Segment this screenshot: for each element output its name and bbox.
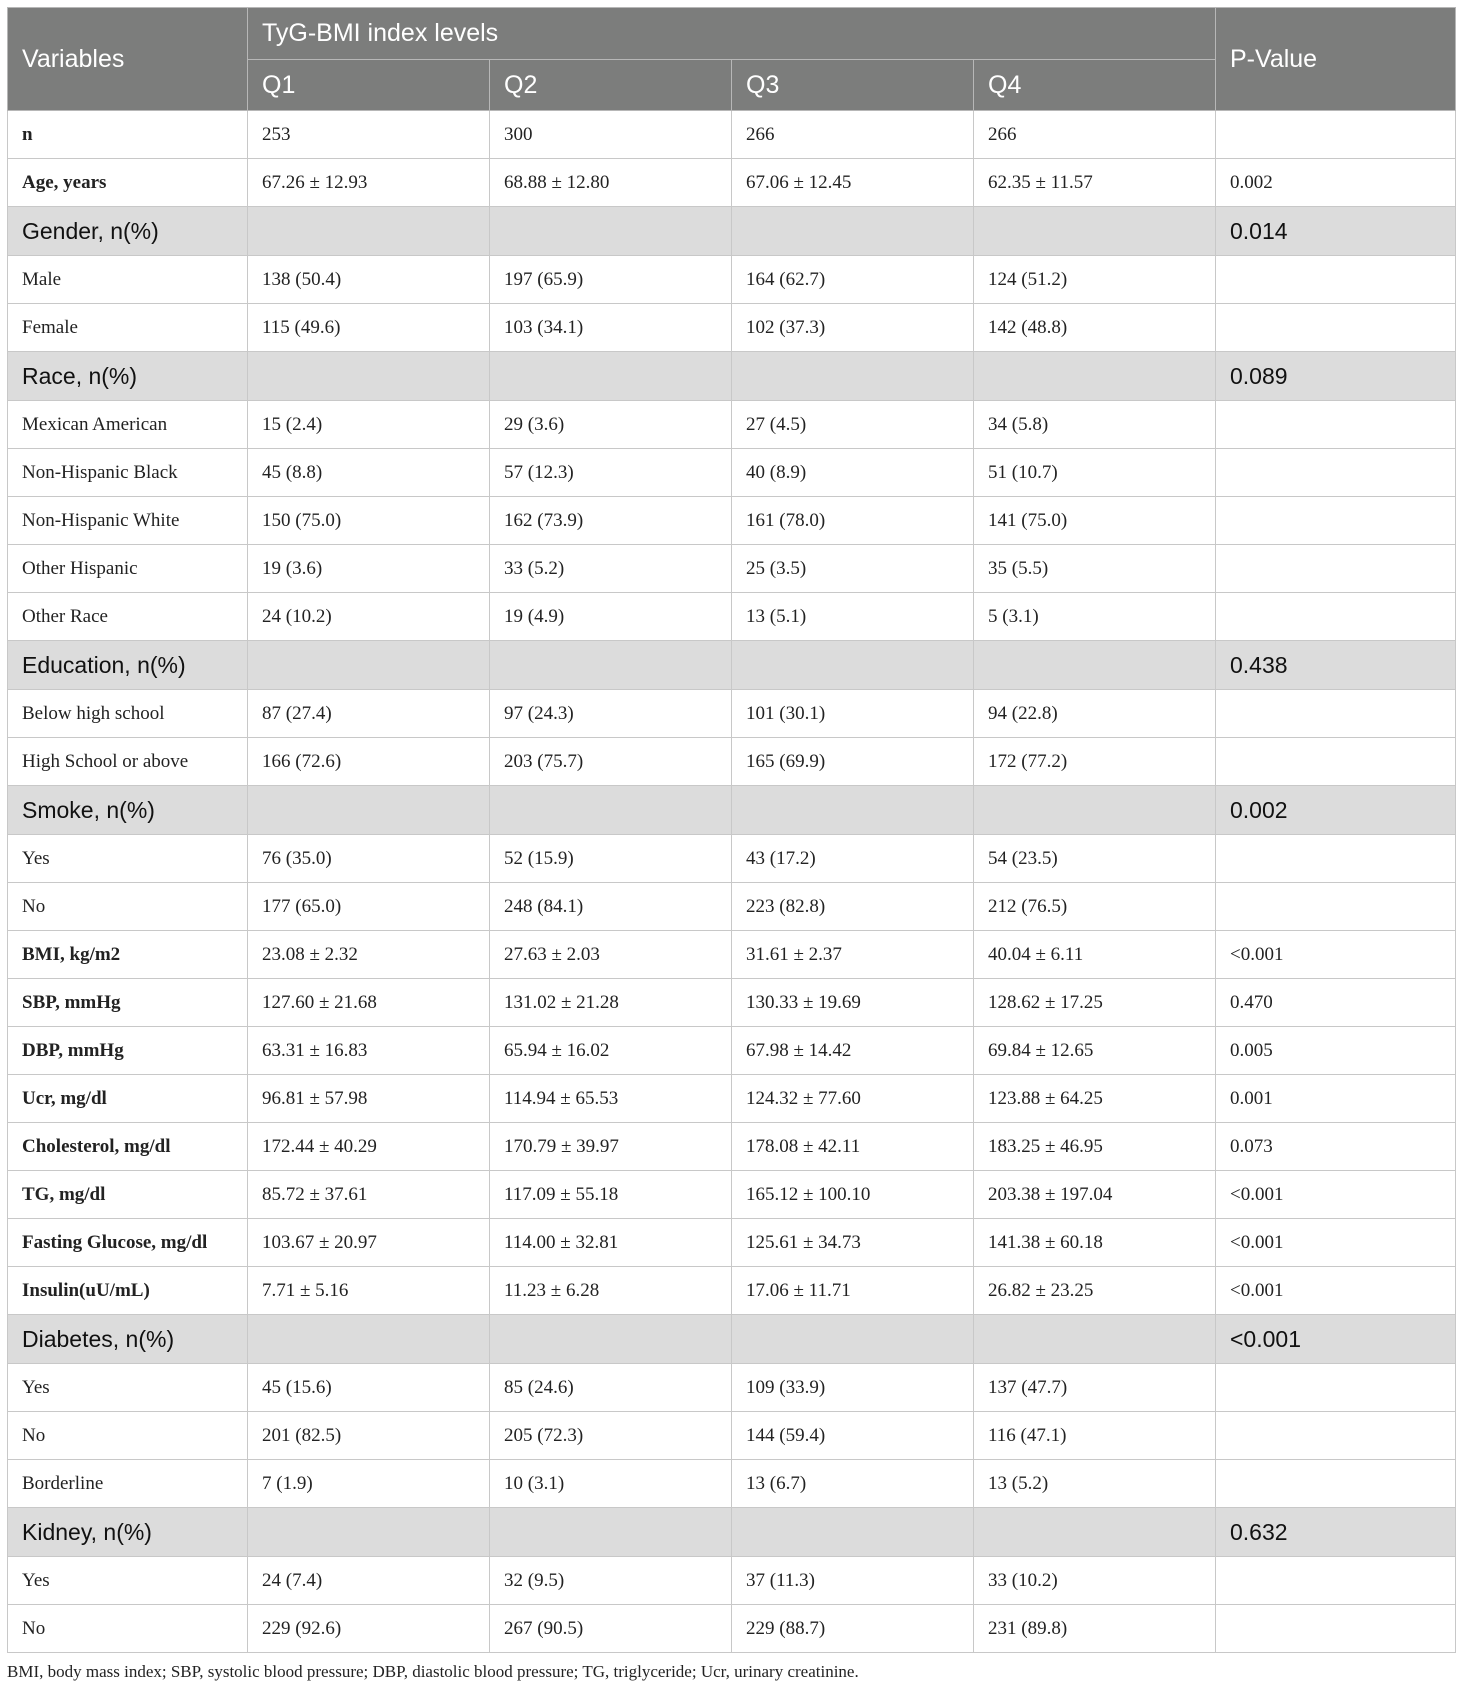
cell-q4: 51 (10.7) [974, 449, 1216, 497]
document [7, 7, 1455, 1682]
table-row [8, 1075, 1456, 1123]
table-row [8, 979, 1456, 1027]
cell-p-value: 0.089 [1216, 352, 1456, 401]
row-label: Fasting Glucose, mg/dl [8, 1219, 248, 1267]
table-row [8, 593, 1456, 641]
cell-q4: 172 (77.2) [974, 738, 1216, 786]
row-label: Smoke, n(%) [8, 786, 248, 835]
table-row [8, 883, 1456, 931]
cell-p-value [1216, 738, 1456, 786]
cell-q3: 223 (82.8) [732, 883, 974, 931]
row-label: Borderline [8, 1460, 248, 1508]
table-row [8, 159, 1456, 207]
cell-q2 [490, 1508, 732, 1557]
cell-q2 [490, 352, 732, 401]
cell-q4 [974, 352, 1216, 401]
cell-p-value: <0.001 [1216, 1267, 1456, 1315]
cell-q2: 205 (72.3) [490, 1412, 732, 1460]
cell-q3 [732, 352, 974, 401]
cell-q3: 17.06 ± 11.71 [732, 1267, 974, 1315]
cell-q2: 197 (65.9) [490, 256, 732, 304]
cell-p-value: 0.005 [1216, 1027, 1456, 1075]
row-label: Education, n(%) [8, 641, 248, 690]
table-row [8, 1219, 1456, 1267]
cell-q4: 13 (5.2) [974, 1460, 1216, 1508]
cell-q2: 27.63 ± 2.03 [490, 931, 732, 979]
cell-q2: 162 (73.9) [490, 497, 732, 545]
table-row [8, 545, 1456, 593]
cell-q1: 138 (50.4) [248, 256, 490, 304]
row-label: Age, years [8, 159, 248, 207]
row-label: No [8, 883, 248, 931]
table-footnote: BMI, body mass index; SBP, systolic blood pressure; DBP, diastolic blood pressure; TG, triglyceride; Ucr, urinary creatinine. [7, 1662, 859, 1681]
row-label: Diabetes, n(%) [8, 1315, 248, 1364]
row-label: Non-Hispanic Black [8, 449, 248, 497]
cell-q4: 33 (10.2) [974, 1557, 1216, 1605]
table-row [8, 1364, 1456, 1412]
cell-q3: 40 (8.9) [732, 449, 974, 497]
cell-p-value [1216, 690, 1456, 738]
table-row [8, 835, 1456, 883]
cell-q1 [248, 1508, 490, 1557]
cell-q2: 131.02 ± 21.28 [490, 979, 732, 1027]
cell-q3: 27 (4.5) [732, 401, 974, 449]
cell-q1: 15 (2.4) [248, 401, 490, 449]
cell-q3: 25 (3.5) [732, 545, 974, 593]
category-row [8, 786, 1456, 835]
cell-q1: 201 (82.5) [248, 1412, 490, 1460]
cell-q4: 141 (75.0) [974, 497, 1216, 545]
cell-q4: 40.04 ± 6.11 [974, 931, 1216, 979]
cell-q4: 123.88 ± 64.25 [974, 1075, 1216, 1123]
cell-q2: 33 (5.2) [490, 545, 732, 593]
cell-q1: 115 (49.6) [248, 304, 490, 352]
cell-q3: 266 [732, 111, 974, 159]
cell-q1: 87 (27.4) [248, 690, 490, 738]
cell-q2: 52 (15.9) [490, 835, 732, 883]
cell-q3: 130.33 ± 19.69 [732, 979, 974, 1027]
cell-p-value [1216, 256, 1456, 304]
cell-q3: 13 (6.7) [732, 1460, 974, 1508]
table-row [8, 1412, 1456, 1460]
row-label: Yes [8, 835, 248, 883]
cell-p-value: 0.438 [1216, 641, 1456, 690]
row-label: SBP, mmHg [8, 979, 248, 1027]
table-row [8, 1171, 1456, 1219]
cell-q1: 63.31 ± 16.83 [248, 1027, 490, 1075]
cell-p-value [1216, 1364, 1456, 1412]
cell-q2: 11.23 ± 6.28 [490, 1267, 732, 1315]
cell-q3: 102 (37.3) [732, 304, 974, 352]
cell-q2: 170.79 ± 39.97 [490, 1123, 732, 1171]
cell-q2: 65.94 ± 16.02 [490, 1027, 732, 1075]
cell-q3: 229 (88.7) [732, 1605, 974, 1653]
cell-q4: 116 (47.1) [974, 1412, 1216, 1460]
table-row [8, 1557, 1456, 1605]
cell-q2 [490, 641, 732, 690]
cell-q2: 85 (24.6) [490, 1364, 732, 1412]
cell-q1: 150 (75.0) [248, 497, 490, 545]
table-row [8, 931, 1456, 979]
cell-q4: 69.84 ± 12.65 [974, 1027, 1216, 1075]
cell-q4: 137 (47.7) [974, 1364, 1216, 1412]
table-row [8, 449, 1456, 497]
category-row [8, 352, 1456, 401]
table-row [8, 497, 1456, 545]
category-row [8, 1315, 1456, 1364]
cell-p-value: <0.001 [1216, 931, 1456, 979]
cell-q2: 57 (12.3) [490, 449, 732, 497]
cell-q3: 109 (33.9) [732, 1364, 974, 1412]
cell-q1: 229 (92.6) [248, 1605, 490, 1653]
cell-q1: 19 (3.6) [248, 545, 490, 593]
cell-q2: 32 (9.5) [490, 1557, 732, 1605]
cell-q3: 144 (59.4) [732, 1412, 974, 1460]
cell-q1: 172.44 ± 40.29 [248, 1123, 490, 1171]
row-label: Male [8, 256, 248, 304]
cell-q2 [490, 786, 732, 835]
cell-p-value [1216, 545, 1456, 593]
cell-q2: 97 (24.3) [490, 690, 732, 738]
cell-p-value: 0.002 [1216, 786, 1456, 835]
table-row [8, 1267, 1456, 1315]
cell-q2: 29 (3.6) [490, 401, 732, 449]
cell-q2: 19 (4.9) [490, 593, 732, 641]
row-label: Ucr, mg/dl [8, 1075, 248, 1123]
cell-q2: 248 (84.1) [490, 883, 732, 931]
row-label: Cholesterol, mg/dl [8, 1123, 248, 1171]
cell-q3 [732, 1315, 974, 1364]
cell-p-value: <0.001 [1216, 1315, 1456, 1364]
cell-q4 [974, 207, 1216, 256]
table-row [8, 690, 1456, 738]
cell-q4: 26.82 ± 23.25 [974, 1267, 1216, 1315]
cell-q4: 266 [974, 111, 1216, 159]
cell-q4: 212 (76.5) [974, 883, 1216, 931]
cell-q1: 67.26 ± 12.93 [248, 159, 490, 207]
row-label: Below high school [8, 690, 248, 738]
cell-q1: 24 (7.4) [248, 1557, 490, 1605]
cell-q4: 54 (23.5) [974, 835, 1216, 883]
cell-q1: 253 [248, 111, 490, 159]
cell-p-value: 0.632 [1216, 1508, 1456, 1557]
table-row [8, 1605, 1456, 1653]
cell-p-value: 0.002 [1216, 159, 1456, 207]
table-row [8, 1027, 1456, 1075]
cell-q4: 128.62 ± 17.25 [974, 979, 1216, 1027]
table-row [8, 401, 1456, 449]
row-label: Gender, n(%) [8, 207, 248, 256]
cell-q1 [248, 641, 490, 690]
cell-p-value [1216, 304, 1456, 352]
cell-q3: 31.61 ± 2.37 [732, 931, 974, 979]
cell-q1 [248, 352, 490, 401]
row-label: TG, mg/dl [8, 1171, 248, 1219]
table-row [8, 111, 1456, 159]
header-p-value: P-Value [1216, 8, 1456, 111]
cell-q2: 114.94 ± 65.53 [490, 1075, 732, 1123]
cell-p-value [1216, 883, 1456, 931]
table-row [8, 1123, 1456, 1171]
cell-q3: 164 (62.7) [732, 256, 974, 304]
cell-q3: 165.12 ± 100.10 [732, 1171, 974, 1219]
cell-q1 [248, 786, 490, 835]
header-q3: Q3 [732, 60, 974, 111]
cell-q3: 165 (69.9) [732, 738, 974, 786]
cell-p-value [1216, 401, 1456, 449]
row-label: DBP, mmHg [8, 1027, 248, 1075]
cell-p-value [1216, 449, 1456, 497]
cell-p-value [1216, 497, 1456, 545]
cell-q2: 103 (34.1) [490, 304, 732, 352]
category-row [8, 207, 1456, 256]
cell-q3 [732, 641, 974, 690]
cell-p-value [1216, 111, 1456, 159]
row-label: Mexican American [8, 401, 248, 449]
cell-q3: 101 (30.1) [732, 690, 974, 738]
cell-q1: 85.72 ± 37.61 [248, 1171, 490, 1219]
cell-q1: 96.81 ± 57.98 [248, 1075, 490, 1123]
cell-p-value: 0.470 [1216, 979, 1456, 1027]
row-label: Yes [8, 1557, 248, 1605]
cell-p-value: <0.001 [1216, 1171, 1456, 1219]
header-q2: Q2 [490, 60, 732, 111]
cell-q1: 7 (1.9) [248, 1460, 490, 1508]
cell-q2: 68.88 ± 12.80 [490, 159, 732, 207]
cell-q4 [974, 641, 1216, 690]
cell-q2: 203 (75.7) [490, 738, 732, 786]
cell-p-value [1216, 835, 1456, 883]
header-variables: Variables [8, 8, 248, 111]
cell-q3 [732, 207, 974, 256]
row-label: Non-Hispanic White [8, 497, 248, 545]
header-q4: Q4 [974, 60, 1216, 111]
cell-q1: 166 (72.6) [248, 738, 490, 786]
cell-q4 [974, 1315, 1216, 1364]
cell-q3 [732, 786, 974, 835]
cell-q3: 161 (78.0) [732, 497, 974, 545]
cell-q1: 127.60 ± 21.68 [248, 979, 490, 1027]
cell-q1: 24 (10.2) [248, 593, 490, 641]
row-label: BMI, kg/m2 [8, 931, 248, 979]
cell-q3: 13 (5.1) [732, 593, 974, 641]
cell-p-value [1216, 1460, 1456, 1508]
table-body [8, 111, 1456, 1653]
cell-q4: 5 (3.1) [974, 593, 1216, 641]
cell-p-value: <0.001 [1216, 1219, 1456, 1267]
cell-p-value [1216, 1557, 1456, 1605]
cell-q4 [974, 786, 1216, 835]
cell-q1: 76 (35.0) [248, 835, 490, 883]
cell-p-value [1216, 1605, 1456, 1653]
cell-q4: 203.38 ± 197.04 [974, 1171, 1216, 1219]
cell-q3 [732, 1508, 974, 1557]
row-label: No [8, 1605, 248, 1653]
cell-p-value: 0.073 [1216, 1123, 1456, 1171]
cell-p-value [1216, 593, 1456, 641]
cell-q4: 231 (89.8) [974, 1605, 1216, 1653]
category-row [8, 641, 1456, 690]
cell-q1: 7.71 ± 5.16 [248, 1267, 490, 1315]
table-row [8, 738, 1456, 786]
cell-q4: 141.38 ± 60.18 [974, 1219, 1216, 1267]
cell-q2: 114.00 ± 32.81 [490, 1219, 732, 1267]
row-label: Other Race [8, 593, 248, 641]
cell-q4: 124 (51.2) [974, 256, 1216, 304]
cell-q4: 34 (5.8) [974, 401, 1216, 449]
cell-q3: 43 (17.2) [732, 835, 974, 883]
cell-q1 [248, 207, 490, 256]
cell-q4: 142 (48.8) [974, 304, 1216, 352]
baseline-characteristics-table [7, 7, 1456, 1653]
row-label: Race, n(%) [8, 352, 248, 401]
cell-q2: 10 (3.1) [490, 1460, 732, 1508]
cell-q1: 45 (8.8) [248, 449, 490, 497]
row-label: Other Hispanic [8, 545, 248, 593]
cell-q3: 124.32 ± 77.60 [732, 1075, 974, 1123]
cell-q1 [248, 1315, 490, 1364]
row-label: n [8, 111, 248, 159]
cell-q3: 125.61 ± 34.73 [732, 1219, 974, 1267]
header-group: TyG-BMI index levels [248, 8, 1216, 60]
cell-q2 [490, 207, 732, 256]
header-q1: Q1 [248, 60, 490, 111]
cell-q4 [974, 1508, 1216, 1557]
cell-q1: 103.67 ± 20.97 [248, 1219, 490, 1267]
cell-p-value: 0.001 [1216, 1075, 1456, 1123]
row-label: High School or above [8, 738, 248, 786]
table-row [8, 256, 1456, 304]
cell-q1: 23.08 ± 2.32 [248, 931, 490, 979]
row-label: Kidney, n(%) [8, 1508, 248, 1557]
cell-q4: 35 (5.5) [974, 545, 1216, 593]
cell-p-value [1216, 1412, 1456, 1460]
table-header [8, 8, 1456, 111]
table-row [8, 1460, 1456, 1508]
cell-q4: 183.25 ± 46.95 [974, 1123, 1216, 1171]
category-row [8, 1508, 1456, 1557]
row-label: Yes [8, 1364, 248, 1412]
cell-q1: 45 (15.6) [248, 1364, 490, 1412]
row-label: No [8, 1412, 248, 1460]
cell-q3: 67.98 ± 14.42 [732, 1027, 974, 1075]
cell-q2 [490, 1315, 732, 1364]
cell-q1: 177 (65.0) [248, 883, 490, 931]
cell-p-value: 0.014 [1216, 207, 1456, 256]
cell-q2: 117.09 ± 55.18 [490, 1171, 732, 1219]
cell-q2: 300 [490, 111, 732, 159]
table-row [8, 304, 1456, 352]
cell-q4: 94 (22.8) [974, 690, 1216, 738]
cell-q2: 267 (90.5) [490, 1605, 732, 1653]
row-label: Insulin(uU/mL) [8, 1267, 248, 1315]
cell-q3: 37 (11.3) [732, 1557, 974, 1605]
row-label: Female [8, 304, 248, 352]
cell-q4: 62.35 ± 11.57 [974, 159, 1216, 207]
cell-q3: 67.06 ± 12.45 [732, 159, 974, 207]
cell-q3: 178.08 ± 42.11 [732, 1123, 974, 1171]
